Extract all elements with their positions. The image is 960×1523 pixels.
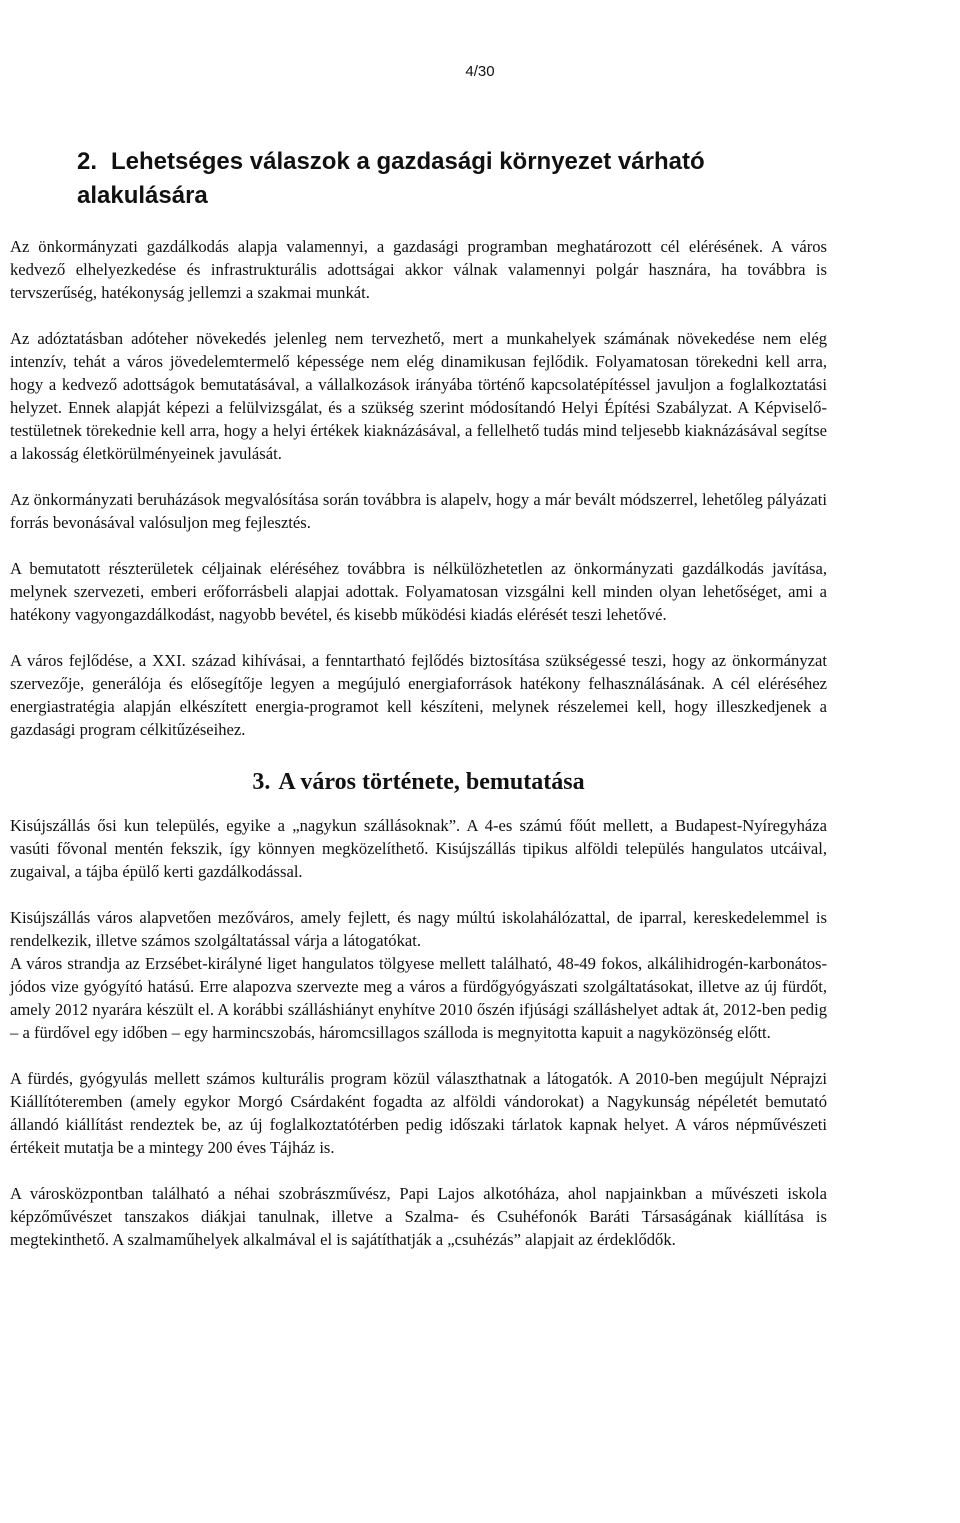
paragraph: A város fejlődése, a XXI. század kihívásai, a fenntartható fejlődés biztosítása szükségessé teszi, hogy az önkormányzat szervezője, generálója és elősegítője legyen a megújuló energiaforrások hatékony felhasználásának. A cél eléréséhez energiastratégia alapján elkészített energia-programot kell készíteni, melynek részelemei kell, hogy illeszkedjenek a gazdasági program célkitűzéseihez. [10,651,827,739]
page-number: 4/30 [465,63,495,80]
section-3-title: A város története, bemutatása [278,769,585,795]
paragraph: Az önkormányzati beruházások megvalósítása során továbbra is alapelv, hogy a már bevált módszerrel, lehetőleg pályázati forrás bevonásával valósuljon meg fejlesztés. [10,490,827,532]
section-3-number: 3. [252,769,271,795]
paragraph: Az önkormányzati gazdálkodás alapja valamennyi, a gazdasági programban meghatározott cél elérésének. A város kedvező elhelyezkedése és infrastrukturális adottságai akkor válnak valamennyi polgár hasznára, ha továbbra is tervszerűség, hatékonyság jellemzi a szakmai munkát. [10,237,827,302]
paragraph: A város strandja az Erzsébet-királyné liget hangulatos tölgyese mellett található, 48-49 fokos, alkálihidrogén-karbonátos-jódos vize gyógyító hatású. Erre alapozva szervezte meg a város a fürdőgyógyászati szolgáltatásokat, illetve az új fürdőt, amely 2012 nyarára készült el. A korábbi szálláshiányt enyhítve 2010 őszén ifjúsági szálláshelyet adtak át, 2012-ben pedig – a fürdővel egy időben – egy harmincszobás, háromcsillagos szálloda is megnyitotta kapuit a nagyközönség előtt. [10,954,827,1042]
section-3-heading [10,764,827,800]
paragraph: Kisújszállás város alapvetően mezőváros, amely fejlett, és nagy múltú iskolahálózattal, de iparral, kereskedelemmel is rendelkezik, illetve számos szolgáltatással várja a látogatókat. [10,908,827,950]
section-2-title: Lehetséges válaszok a gazdasági környezet várható alakulására [77,148,705,209]
section-2-heading [77,145,827,213]
paragraph: A bemutatott részterületek céljainak eléréséhez továbbra is nélkülözhetetlen az önkormányzati gazdálkodás javítása, melynek szervezeti, emberi erőforrásbeli alapjai adottak. Folyamatosan vizsgálni kell minden olyan lehetőséget, ami a hatékony vagyongazdálkodást, nagyobb bevétel, és kisebb működési kiadás elérését teszi lehetővé. [10,559,827,624]
paragraph: Kisújszállás ősi kun település, egyike a „nagykun szállásoknak”. A 4-es számú főút mellett, a Budapest-Nyíregyháza vasúti fővonal mentén fekszik, így könnyen megközelíthető. Kisújszállás tipikus alföldi település hangulatos utcáival, zugaival, a tájba épülő kerti gazdálkodással. [10,816,827,881]
paragraph: Az adóztatásban adóteher növekedés jelenleg nem tervezhető, mert a munkahelyek számának növekedése nem elég intenzív, tehát a város jövedelemtermelő képessége nem elég dinamikusan fejlődik. Folyamatosan törekedni kell arra, hogy a kedvező adottságok bemutatásával, a vállalkozások irányába történő kapcsolatépítéssel javuljon a foglalkoztatási helyzet. Ennek alapját képezi a felülvizsgálat, és a szükség szerint módosítandó Helyi Építési Szabályzat. A Képviselő-testületnek törekednie kell arra, hogy a helyi értékek kiaknázásával, a fellelhető tudás mind teljesebb kiaknázásával segítse a lakosság életkörülményeinek javulását. [10,329,827,463]
section-2-number: 2. [77,148,98,175]
document-body [10,145,827,1274]
paragraph: A fürdés, gyógyulás mellett számos kulturális program közül választhatnak a látogatók. A 2010-ben megújult Néprajzi Kiállítóteremben (amely egykor Morgó Csárdaként fogadta az alföldi vándorokat) a Nagykunság népéletét bemutató állandó kiállítást rendeztek be, az új foglalkoztatótérben pedig időszaki tárlatok kapnak helyet. A város népművészeti értékeit mutatja be a mintegy 200 éves Tájház is. [10,1069,827,1157]
paragraph: A városközpontban található a néhai szobrászművész, Papi Lajos alkotóháza, ahol napjainkban a művészeti iskola képzőművészet tanszakos diákjai tanulnak, illetve a Szalma- és Csuhéfonók Baráti Társaságának kiállítása is megtekinthető. A szalmaműhelyek alkalmával el is sajátíthatják a „csuhézás” alapjait az érdeklődők. [10,1184,827,1249]
